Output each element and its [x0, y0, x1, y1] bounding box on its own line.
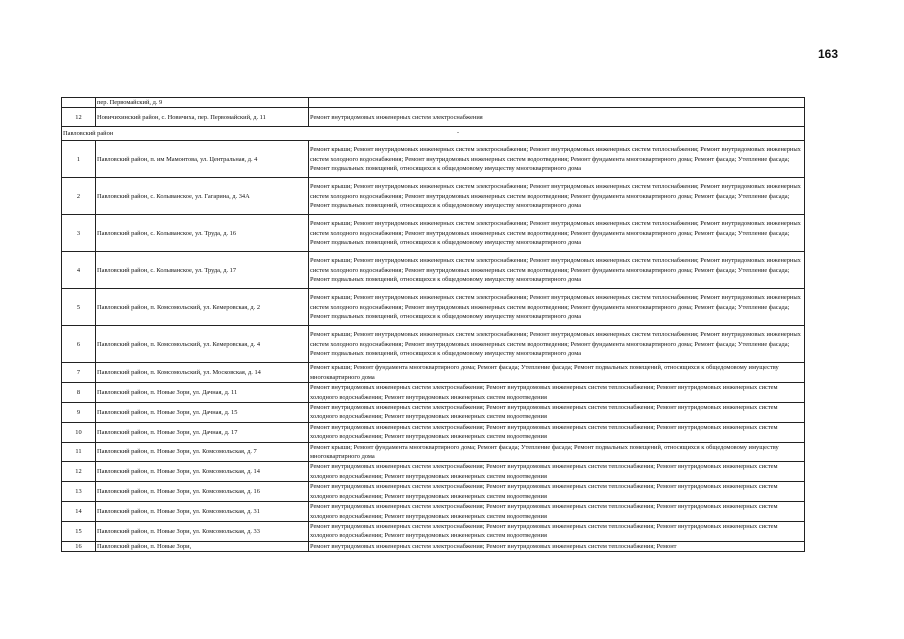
table-row — [62, 108, 805, 127]
table-row — [62, 178, 805, 215]
work-types-cell: Ремонт крыши; Ремонт внутридомовых инженерных систем электроснабжения; Ремонт внутридомовых инженерных систем теплоснабжения; Ремонт внутридомовых инженерных систем холодного водоснабжения; Ремонт внутридомовых инженерных систем водоотведения; Ремонт фундамента многоквартирного дома; Ремонт фасада; Утепление фасада; Ремонт подвальных помещений, относящихся к общедомовому имуществу многоквартирного дома — [309, 215, 805, 252]
row-number: 4 — [62, 252, 96, 289]
address-cell: Павловский район, с. Колыванское, ул. Гагарина, д. 34А — [96, 178, 309, 215]
work-types-cell: Ремонт внутридомовых инженерных систем электроснабжения; Ремонт внутридомовых инженерных систем теплоснабжения; Ремонт внутридомовых инженерных систем холодного водоснабжения; Ремонт внутридомовых инженерных систем водоотведения — [309, 383, 805, 403]
table-row — [62, 521, 805, 541]
stray-mark: - — [457, 130, 459, 136]
table-row — [62, 215, 805, 252]
table-row — [62, 289, 805, 326]
work-types-cell: Ремонт внутридомовых инженерных систем электроснабжения; Ремонт внутридомовых инженерных систем теплоснабжения; Ремонт внутридомовых инженерных систем холодного водоснабжения; Ремонт внутридомовых инженерных систем водоотведения — [309, 403, 805, 423]
table-row — [62, 442, 805, 462]
work-types-cell: Ремонт крыши; Ремонт внутридомовых инженерных систем электроснабжения; Ремонт внутридомовых инженерных систем теплоснабжения; Ремонт внутридомовых инженерных систем холодного водоснабжения; Ремонт внутридомовых инженерных систем водоотведения; Ремонт фундамента многоквартирного дома; Ремонт фасада; Утепление фасада; Ремонт подвальных помещений, относящихся к общедомовому имуществу многоквартирного дома — [309, 289, 805, 326]
address-cell: Новичихинский район, с. Новичиха, пер. Первомайский, д. 11 — [96, 108, 309, 127]
row-number: 8 — [62, 383, 96, 403]
address-cell: Павловский район, с. Колыванское, ул. Труда, д. 16 — [96, 215, 309, 252]
address-cell: Павловский район, п. им Мамонтова, ул. Центральная, д. 4 — [96, 141, 309, 178]
row-number: 6 — [62, 326, 96, 363]
row-number: 15 — [62, 521, 96, 541]
row-number: 5 — [62, 289, 96, 326]
table-row — [62, 252, 805, 289]
work-types-cell: Ремонт внутридомовых инженерных систем электроснабжения; Ремонт внутридомовых инженерных систем теплоснабжения; Ремонт внутридомовых инженерных систем холодного водоснабжения; Ремонт внутридомовых инженерных систем водоотведения — [309, 521, 805, 541]
row-number: 14 — [62, 502, 96, 522]
address-cell: Павловский район, п. Новые Зори, ул. Комсомольская, д. 31 — [96, 502, 309, 522]
row-number: 1 — [62, 141, 96, 178]
address-cell: пер. Первомайский, д. 9 — [96, 98, 309, 108]
row-number: 3 — [62, 215, 96, 252]
work-types-cell: Ремонт крыши; Ремонт фундамента многоквартирного дома; Ремонт фасада; Утепление фасада; Ремонт подвальных помещений, относящихся к общедомовому имуществу многоквартирного дома — [309, 442, 805, 462]
row-number — [62, 98, 96, 108]
work-types-cell: Ремонт внутридомовых инженерных систем электроснабжения; Ремонт внутридомовых инженерных систем теплоснабжения; Ремонт внутридомовых инженерных систем холодного водоснабжения; Ремонт внутридомовых инженерных систем водоотведения — [309, 422, 805, 442]
table-row — [62, 403, 805, 423]
work-types-cell: Ремонт внутридомовых инженерных систем электроснабжения; Ремонт внутридомовых инженерных систем теплоснабжения; Ремонт внутридомовых инженерных систем холодного водоснабжения; Ремонт внутридомовых инженерных систем водоотведения — [309, 502, 805, 522]
address-cell: Павловский район, п. Комсомольский, ул. Кемеровская, д. 4 — [96, 326, 309, 363]
row-number: 12 — [62, 462, 96, 482]
address-cell: Павловский район, п. Новые Зори, ул. Комсомольская, д. 7 — [96, 442, 309, 462]
repair-register-table — [61, 97, 805, 552]
address-cell: Павловский район, п. Новые Зори, ул. Комсомольская, д. 14 — [96, 462, 309, 482]
work-types-cell: Ремонт внутридомовых инженерных систем электроснабжения; Ремонт внутридомовых инженерных систем теплоснабжения; Ремонт внутридомовых инженерных систем холодного водоснабжения; Ремонт внутридомовых инженерных систем водоотведения — [309, 462, 805, 482]
table-row — [62, 363, 805, 383]
address-cell: Павловский район, п. Новые Зори, ул. Дачная, д. 11 — [96, 383, 309, 403]
work-types-cell: Ремонт крыши; Ремонт внутридомовых инженерных систем электроснабжения; Ремонт внутридомовых инженерных систем теплоснабжения; Ремонт внутридомовых инженерных систем холодного водоснабжения; Ремонт внутридомовых инженерных систем водоотведения; Ремонт фундамента многоквартирного дома; Ремонт фасада; Утепление фасада; Ремонт подвальных помещений, относящихся к общедомовому имуществу многоквартирного дома — [309, 178, 805, 215]
work-types-cell: Ремонт крыши; Ремонт внутридомовых инженерных систем электроснабжения; Ремонт внутридомовых инженерных систем теплоснабжения; Ремонт внутридомовых инженерных систем холодного водоснабжения; Ремонт внутридомовых инженерных систем водоотведения; Ремонт фундамента многоквартирного дома; Ремонт фасада; Утепление фасада; Ремонт подвальных помещений, относящихся к общедомовому имуществу многоквартирного дома — [309, 326, 805, 363]
row-number: 7 — [62, 363, 96, 383]
row-number: 16 — [62, 541, 96, 551]
address-cell: Павловский район, п. Новые Зори, ул. Дачная, д. 15 — [96, 403, 309, 423]
table-row — [62, 326, 805, 363]
table-row — [62, 141, 805, 178]
address-cell: Павловский район, с. Колыванское, ул. Труда, д. 17 — [96, 252, 309, 289]
section-title: Павловский район — [62, 127, 805, 141]
address-cell: Павловский район, п. Новые Зори, — [96, 541, 309, 551]
work-types-cell: Ремонт крыши; Ремонт фундамента многоквартирного дома; Ремонт фасада; Утепление фасада; Ремонт подвальных помещений, относящихся к общедомовому имуществу многоквартирного дома — [309, 363, 805, 383]
work-types-cell: Ремонт крыши; Ремонт внутридомовых инженерных систем электроснабжения; Ремонт внутридомовых инженерных систем теплоснабжения; Ремонт внутридомовых инженерных систем холодного водоснабжения; Ремонт внутридомовых инженерных систем водоотведения; Ремонт фундамента многоквартирного дома; Ремонт фасада; Утепление фасада; Ремонт подвальных помещений, относящихся к общедомовому имуществу многоквартирного дома — [309, 141, 805, 178]
table-row — [62, 422, 805, 442]
row-number: 2 — [62, 178, 96, 215]
table-row — [62, 98, 805, 108]
address-cell: Павловский район, п. Новые Зори, ул. Дачная, д. 17 — [96, 422, 309, 442]
table-body — [62, 98, 805, 552]
row-number: 10 — [62, 422, 96, 442]
row-number: 11 — [62, 442, 96, 462]
work-types-cell: Ремонт внутридомовых инженерных систем электроснабжения; Ремонт внутридомовых инженерных систем теплоснабжения; Ремонт — [309, 541, 805, 551]
table-row — [62, 502, 805, 522]
table-row — [62, 383, 805, 403]
section-row — [62, 127, 805, 141]
row-number: 13 — [62, 482, 96, 502]
table-row — [62, 541, 805, 551]
address-cell: Павловский район, п. Новые Зори, ул. Комсомольская, д. 16 — [96, 482, 309, 502]
row-number: 9 — [62, 403, 96, 423]
work-types-cell: Ремонт внутридомовых инженерных систем электроснабжения; Ремонт внутридомовых инженерных систем теплоснабжения; Ремонт внутридомовых инженерных систем холодного водоснабжения; Ремонт внутридомовых инженерных систем водоотведения — [309, 482, 805, 502]
table-row — [62, 482, 805, 502]
row-number: 12 — [62, 108, 96, 127]
table-row — [62, 462, 805, 482]
work-types-cell — [309, 98, 805, 108]
work-types-cell: Ремонт внутридомовых инженерных систем электроснабжения — [309, 108, 805, 127]
page-number: 163 — [818, 47, 839, 61]
address-cell: Павловский район, п. Новые Зори, ул. Комсомольская, д. 33 — [96, 521, 309, 541]
address-cell: Павловский район, п. Комсомольский, ул. Московская, д. 14 — [96, 363, 309, 383]
work-types-cell: Ремонт крыши; Ремонт внутридомовых инженерных систем электроснабжения; Ремонт внутридомовых инженерных систем теплоснабжения; Ремонт внутридомовых инженерных систем холодного водоснабжения; Ремонт внутридомовых инженерных систем водоотведения; Ремонт фундамента многоквартирного дома; Ремонт фасада; Утепление фасада; Ремонт подвальных помещений, относящихся к общедомовому имуществу многоквартирного дома — [309, 252, 805, 289]
address-cell: Павловский район, п. Комсомольский, ул. Кемеровская, д. 2 — [96, 289, 309, 326]
